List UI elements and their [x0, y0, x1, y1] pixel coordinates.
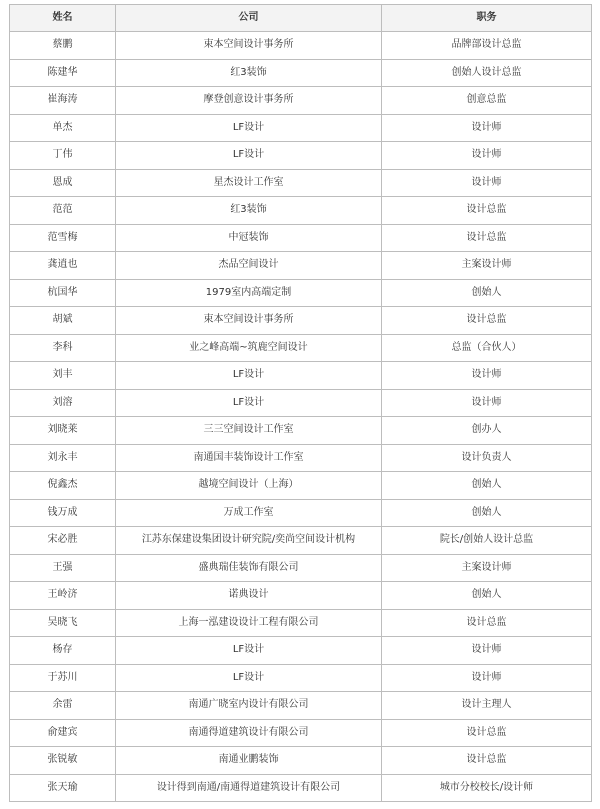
- table-row: [10, 417, 592, 445]
- table-row: [10, 692, 592, 720]
- cell-company: 星杰设计工作室: [116, 169, 382, 197]
- cell-company: 南通业鹏装饰: [116, 747, 382, 775]
- cell-company: 束本空间设计事务所: [116, 307, 382, 335]
- cell-company: 越境空间设计（上海）: [116, 472, 382, 500]
- cell-name: 丁伟: [10, 142, 116, 170]
- cell-title: 创始人: [382, 499, 592, 527]
- header-name: 姓名: [10, 5, 116, 32]
- cell-name: 龚逍也: [10, 252, 116, 280]
- cell-company: 三三空间设计工作室: [116, 417, 382, 445]
- cell-title: 设计师: [382, 664, 592, 692]
- header-row: [10, 5, 592, 32]
- cell-title: 院长/创始人设计总监: [382, 527, 592, 555]
- table-row: [10, 472, 592, 500]
- cell-company: LF设计: [116, 362, 382, 390]
- table-body: [10, 32, 592, 802]
- cell-name: 刘溶: [10, 389, 116, 417]
- cell-company: 上海一泓建设设计工程有限公司: [116, 609, 382, 637]
- cell-title: 创始人设计总监: [382, 59, 592, 87]
- cell-name: 杨存: [10, 637, 116, 665]
- cell-company: 红3装饰: [116, 197, 382, 225]
- cell-company: 南通国丰装饰设计工作室: [116, 444, 382, 472]
- cell-title: 设计总监: [382, 307, 592, 335]
- table-row: [10, 224, 592, 252]
- table-row: [10, 719, 592, 747]
- table-row: [10, 114, 592, 142]
- cell-company: LF设计: [116, 637, 382, 665]
- cell-company: 摩登创意设计事务所: [116, 87, 382, 115]
- cell-title: 创意总监: [382, 87, 592, 115]
- cell-title: 设计师: [382, 637, 592, 665]
- cell-name: 陈建华: [10, 59, 116, 87]
- cell-name: 于苏川: [10, 664, 116, 692]
- cell-name: 张锐敏: [10, 747, 116, 775]
- cell-title: 创始人: [382, 279, 592, 307]
- cell-company: 盛典瑞佳装饰有限公司: [116, 554, 382, 582]
- designer-table: [9, 4, 592, 802]
- cell-name: 张天瑜: [10, 774, 116, 802]
- cell-title: 设计总监: [382, 609, 592, 637]
- cell-title: 设计负责人: [382, 444, 592, 472]
- cell-company: LF设计: [116, 389, 382, 417]
- cell-company: 设计得到南通/南通得道建筑设计有限公司: [116, 774, 382, 802]
- cell-company: 1979室内高端定制: [116, 279, 382, 307]
- table-row: [10, 32, 592, 60]
- cell-name: 钱万成: [10, 499, 116, 527]
- cell-name: 单杰: [10, 114, 116, 142]
- cell-name: 王强: [10, 554, 116, 582]
- cell-company: 南通得道建筑设计有限公司: [116, 719, 382, 747]
- cell-name: 恩成: [10, 169, 116, 197]
- header-title: 职务: [382, 5, 592, 32]
- cell-name: 刘永丰: [10, 444, 116, 472]
- table-row: [10, 252, 592, 280]
- cell-name: 杭国华: [10, 279, 116, 307]
- table-row: [10, 527, 592, 555]
- cell-title: 主案设计师: [382, 554, 592, 582]
- cell-name: 崔海涛: [10, 87, 116, 115]
- cell-name: 俞建宾: [10, 719, 116, 747]
- cell-title: 创办人: [382, 417, 592, 445]
- cell-title: 主案设计师: [382, 252, 592, 280]
- table-row: [10, 554, 592, 582]
- cell-title: 设计总监: [382, 747, 592, 775]
- cell-title: 设计总监: [382, 197, 592, 225]
- cell-name: 刘晓莱: [10, 417, 116, 445]
- header-company: 公司: [116, 5, 382, 32]
- cell-title: 设计师: [382, 169, 592, 197]
- table-header: [10, 5, 592, 32]
- cell-company: 束本空间设计事务所: [116, 32, 382, 60]
- cell-company: LF设计: [116, 142, 382, 170]
- table-row: [10, 747, 592, 775]
- cell-company: 杰品空间设计: [116, 252, 382, 280]
- cell-name: 李科: [10, 334, 116, 362]
- table-row: [10, 389, 592, 417]
- cell-title: 设计总监: [382, 719, 592, 747]
- table-row: [10, 774, 592, 802]
- cell-title: 设计师: [382, 142, 592, 170]
- table-row: [10, 142, 592, 170]
- cell-company: 中冠装饰: [116, 224, 382, 252]
- table-row: [10, 279, 592, 307]
- table-row: [10, 87, 592, 115]
- cell-name: 宋必胜: [10, 527, 116, 555]
- table-row: [10, 362, 592, 390]
- cell-title: 城市分校校长/设计师: [382, 774, 592, 802]
- table-row: [10, 307, 592, 335]
- cell-name: 王岭济: [10, 582, 116, 610]
- table-row: [10, 582, 592, 610]
- cell-title: 设计师: [382, 362, 592, 390]
- table-row: [10, 169, 592, 197]
- cell-title: 设计总监: [382, 224, 592, 252]
- cell-title: 品牌部设计总监: [382, 32, 592, 60]
- cell-title: 创始人: [382, 582, 592, 610]
- cell-name: 倪鑫杰: [10, 472, 116, 500]
- table-row: [10, 499, 592, 527]
- designer-table-container: [9, 4, 591, 802]
- cell-name: 胡斌: [10, 307, 116, 335]
- cell-title: 设计师: [382, 114, 592, 142]
- cell-name: 范范: [10, 197, 116, 225]
- cell-company: 业之峰高端~筑鹿空间设计: [116, 334, 382, 362]
- cell-company: 江苏东保建设集团设计研究院/奕尚空间设计机构: [116, 527, 382, 555]
- cell-title: 总监（合伙人）: [382, 334, 592, 362]
- table-row: [10, 59, 592, 87]
- cell-title: 设计主理人: [382, 692, 592, 720]
- cell-name: 刘丰: [10, 362, 116, 390]
- cell-name: 余雷: [10, 692, 116, 720]
- cell-company: 万成工作室: [116, 499, 382, 527]
- table-row: [10, 197, 592, 225]
- cell-title: 创始人: [382, 472, 592, 500]
- cell-company: LF设计: [116, 664, 382, 692]
- cell-company: LF设计: [116, 114, 382, 142]
- cell-name: 范雪梅: [10, 224, 116, 252]
- cell-name: 蔡鹏: [10, 32, 116, 60]
- table-row: [10, 664, 592, 692]
- table-row: [10, 609, 592, 637]
- table-row: [10, 444, 592, 472]
- cell-company: 诺典设计: [116, 582, 382, 610]
- cell-company: 南通广晓室内设计有限公司: [116, 692, 382, 720]
- table-row: [10, 334, 592, 362]
- cell-title: 设计师: [382, 389, 592, 417]
- cell-name: 吴晓飞: [10, 609, 116, 637]
- cell-company: 红3装饰: [116, 59, 382, 87]
- table-row: [10, 637, 592, 665]
